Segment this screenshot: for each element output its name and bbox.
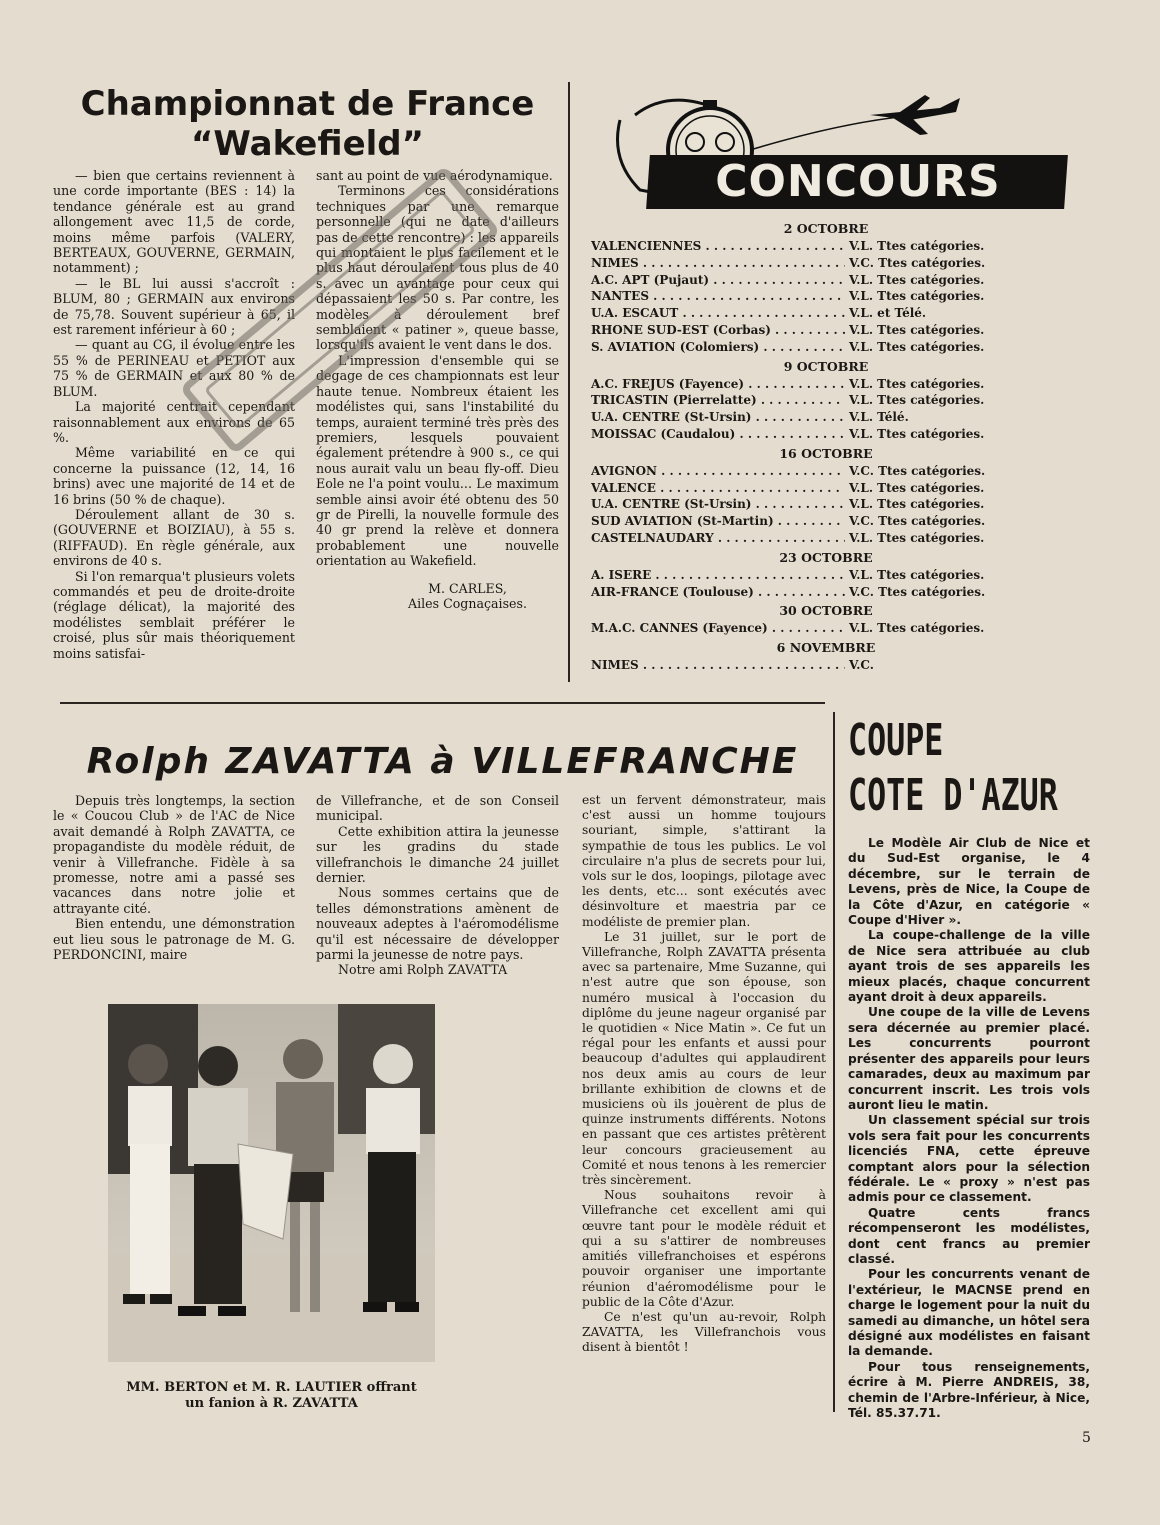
paragraph: Depuis très longtemps, la section le « Coucou Club » de l'AC de Nice avait demandé à Rolph ZAVATTA, ce propagandiste du modèle réduit, de venir à Villefranche. Fidèle à sa promesse, notre ami a passé ses vacances dans notre jolie et attrayante cité.	[53, 793, 295, 916]
paragraph: L'impression d'ensemble qui se degage de ces championnats est leur haute tenue. Nombreux étaient les modélistes qui, sans l'instabilité du temps, auraient terminé très près des premiers, lesquels pouvaient également prétendre à 900 s., ce qui nous aurait valu un beau fly-off. Dieu Eole ne l'a point voulu... Le maximum semble ainsi avoir été obtenu des 50 gr de Pirelli, la nouvelle formule des 40 gr prend la relève et donnera probablement une nouvelle orientation au Wakefield.	[316, 352, 559, 569]
coupe-body	[848, 836, 1090, 1421]
list-item	[591, 322, 1061, 339]
list-item	[591, 513, 1061, 530]
concours-date: 23 OCTOBRE	[779, 549, 873, 565]
list-item	[591, 426, 1061, 443]
paragraph: Nous sommes certains que de telles démonstrations amènent de nouveaux adeptes à l'aéromodélisme qu'il est nécessaire de développer parmi la jeunesse de notre pays.	[316, 885, 559, 963]
concours-list	[591, 218, 1061, 674]
paragraph: La majorité centrait cependant raisonnablement aux environs de 65 %.	[53, 399, 295, 445]
category: V.L. Télé.	[849, 410, 909, 425]
list-item	[591, 409, 1061, 426]
club-name: MOISSAC (Caudalou) . . .	[591, 426, 845, 443]
wakefield-title-line2: “Wakefield”	[191, 124, 424, 164]
category: V.L. Ttes catégories.	[849, 393, 985, 408]
list-item	[591, 305, 1061, 322]
category: V.L. Ttes catégories.	[849, 322, 985, 337]
club-name: RHONE SUD-EST (Corbas) . . .	[591, 322, 845, 339]
paragraph: Même variabilité en ce qui concerne la puissance (12, 14, 16 brins) avec une majorité de 14 et de 16 brins (50 % de chaque).	[53, 445, 295, 507]
paragraph: Si l'on remarqua't plusieurs volets commandés et peu de droite-droite (réglage délicat), la majorité des modélistes semblait préférer le croisé, plus sûr mais théoriquement moins satisfai-	[53, 568, 295, 661]
category: V.L. Ttes catégories.	[849, 272, 985, 287]
zavatta-title: Rolph ZAVATTA à VILLEFRANCHE	[86, 741, 799, 782]
club-name: NIMES . . .	[591, 255, 845, 272]
concours-date: 6 NOVEMBRE	[776, 640, 876, 656]
stamp-watermark-icon	[150, 120, 530, 500]
category: V.L. Ttes catégories.	[849, 497, 985, 512]
category: V.L. Ttes catégories.	[849, 426, 985, 441]
list-item	[591, 496, 1061, 513]
paragraph: Une coupe de la ville de Levens sera décernée au premier placé. Les concurrents pourront présenter des appareils pour leurs camarades, deux au maximum par concurrent inscrit. Les trois vols auront lieu le matin.	[848, 1005, 1090, 1112]
paragraph: Le Modèle Air Club de Nice et du Sud-Est organise, le 4 décembre, sur le terrain de Levens, près de Nice, la Coupe de la Côte d'Azur, en catégorie « Coupe d'Hiver ».	[848, 836, 1090, 928]
list-item	[591, 238, 1061, 255]
paragraph: La coupe-challenge de la ville de Nice sera attribuée au club ayant trois de ses appareils les mieux placés, chaque concurrent ayant droit à deux appareils.	[848, 928, 1090, 1005]
list-item	[591, 567, 1061, 584]
club-name: NIMES . . .	[591, 657, 845, 674]
list-item	[591, 584, 1061, 601]
list-item	[591, 530, 1061, 547]
paragraph: Terminons ces considérations techniques par une remarque personnelle (qui ne date d'ailleurs pas de cette rencontre) : les appareils qui montaient le plus facilement et le plus haut déroulaient tous plus de 40 s. avec un avantage pour ceux qui dépassaient les 50 s. Par contre, les modèles à déroulement bref semblaient « patiner », queue basse, lorsqu'ils avaient le vent dans le dos.	[316, 183, 559, 353]
club-name: U.A. CENTRE (St-Ursin) . . .	[591, 496, 845, 513]
club-name: VALENCE . . .	[591, 480, 845, 497]
page-number: 5	[1082, 1430, 1091, 1446]
caption-line1: MM. BERTON et M. R. LAUTIER offrant	[126, 1380, 417, 1395]
list-item	[591, 620, 1061, 637]
author-club: Ailes Cognaçaises.	[408, 595, 527, 611]
list-item	[591, 480, 1061, 497]
paragraph: Ce n'est qu'un au-revoir, Rolph ZAVATTA, les Villefranchois vous disent à bientôt !	[582, 1309, 826, 1355]
category: V.L. et Télé.	[849, 306, 927, 321]
club-name: CASTELNAUDARY . . .	[591, 530, 845, 547]
club-name: U.A. CENTRE (St-Ursin) . . .	[591, 409, 845, 426]
author: M. CARLES,	[428, 580, 507, 596]
wakefield-title-line1: Championnat de France	[80, 84, 535, 124]
paragraph: Un classement spécial sur trois vols sera fait pour les concurrents licenciés FNA, cette épreuve comptant alors pour la sélection fédérale. Le « proxy » n'est pas admis pour ce classement.	[848, 1113, 1090, 1205]
paragraph: — bien que certains reviennent à une corde importante (BES : 14) la tendance générale est au grand allongement avec 11,5 de corde, moins même parfois (VALERY, BERTEAUX, GOUVERNE, GERMAIN, notamment) ;	[53, 168, 295, 276]
club-name: U.A. ESCAUT . . .	[591, 305, 845, 322]
list-item	[591, 376, 1061, 393]
concours-date: 30 OCTOBRE	[779, 603, 873, 619]
club-name: AIR-FRANCE (Toulouse) . . .	[591, 584, 845, 601]
concours-group	[591, 359, 1061, 443]
club-name: SUD AVIATION (St-Martin) . . .	[591, 513, 845, 530]
club-name: A.C. APT (Pujaut) . . .	[591, 272, 845, 289]
paragraph: — quant au CG, il évolue entre les 55 % de PERINEAU et PETIOT aux 75 % de GERMAIN et aux 80 % de BLUM.	[53, 337, 295, 399]
coupe-title-line2: COTE D'AZUR	[848, 770, 1058, 821]
list-item	[591, 255, 1061, 272]
concours-date: 2 OCTOBRE	[783, 221, 869, 236]
column-divider	[833, 712, 835, 1412]
list-item	[591, 272, 1061, 289]
category: V.L. Ttes catégories.	[849, 567, 985, 582]
club-name: AVIGNON . . .	[591, 463, 845, 480]
paragraph: — le BL lui aussi s'accroît : BLUM, 80 ; GERMAIN aux environs de 75,78. Souvent supérieur à 65, il est rarement inférieur à 60 ;	[53, 275, 295, 338]
paragraph: est un fervent démonstrateur, mais c'est aussi un homme toujours souriant, simple, s'attirant la sympathie de tous les publics. Le vol circulaire n'a plus de secrets pour lui, vols sur le dos, loopings, pilotage avec les dents, etc... sont exécutés avec désinvolture et maestria par ce modéliste de premier plan.	[582, 793, 826, 929]
club-name: TRICASTIN (Pierrelatte) . . .	[591, 392, 845, 409]
category: V.L. Ttes catégories.	[849, 530, 985, 545]
concours-group	[591, 221, 1061, 356]
zavatta-column-3	[582, 793, 826, 1356]
club-name: VALENCIENNES . . .	[591, 238, 845, 255]
concours-date: 16 OCTOBRE	[779, 445, 873, 461]
paragraph: Nous souhaitons revoir à Villefranche cet excellent ami qui œuvre tant pour le modèle réduit et qui a su s'attirer de nombreuses amitiés villefranchoises et espérons pouvoir organiser une importante réunion d'aéromodélisme pour le public de la Côte d'Azur.	[582, 1188, 826, 1309]
concours-date: 9 OCTOBRE	[783, 358, 869, 374]
list-item	[591, 288, 1061, 305]
category: V.C. Ttes catégories.	[849, 255, 986, 270]
category: V.L. Ttes catégories.	[849, 621, 985, 636]
paragraph: Quatre cents francs récompenseront les modélistes, dont cent francs au premier classé.	[848, 1205, 1090, 1266]
zavatta-column-2	[316, 793, 559, 978]
list-item	[591, 392, 1061, 409]
category: V.L. Ttes catégories.	[849, 239, 985, 253]
club-name: A.C. FREJUS (Fayence) . . .	[591, 376, 845, 393]
club-name: M.A.C. CANNES (Fayence) . . .	[591, 620, 845, 637]
category: V.L. Ttes catégories.	[849, 339, 985, 354]
photo-caption	[108, 1380, 435, 1412]
paragraph: sant au point de vue aérodynamique.	[316, 168, 553, 183]
category: V.L. Ttes catégories.	[849, 289, 985, 304]
category: V.L. Ttes catégories.	[849, 480, 985, 495]
paragraph: Bien entendu, une démonstration eut lieu sous le patronage de M. G. PERDONCINI, maire	[53, 916, 295, 963]
category: V.C. Ttes catégories.	[849, 584, 986, 599]
caption-line2: un fanion à R. ZAVATTA	[185, 1396, 358, 1411]
club-name: S. AVIATION (Colomiers) . . .	[591, 339, 845, 356]
paragraph: Déroulement allant de 30 s. (GOUVERNE et BOIZIAU), à 55 s. (RIFFAUD). En règle générale, aux environs de 40 s.	[53, 506, 295, 569]
concours-group	[591, 640, 1061, 674]
list-item	[591, 657, 1061, 674]
concours-group	[591, 446, 1061, 547]
column-divider	[568, 82, 570, 682]
paragraph: Notre ami Rolph ZAVATTA	[338, 962, 508, 978]
paragraph: Cette exhibition attira la jeunesse sur les gradins du stade villefranchois le dimanche 24 juillet dernier.	[316, 823, 559, 886]
category: V.L. Ttes catégories.	[849, 376, 985, 391]
concours-group	[591, 603, 1061, 637]
category: V.C. Ttes catégories.	[849, 514, 986, 529]
category: V.C.	[849, 658, 874, 673]
paragraph: Le 31 juillet, sur le port de Villefranche, Rolph ZAVATTA présenta avec sa partenaire, Mme Suzanne, qui n'est autre que son épouse, son numéro musical à l'occasion du diplôme du jeune nageur organisé par le quotidien « Nice Matin ». Ce fut un régal pour les enfants et aussi pour beaucoup d'adultes qui applaudirent nos deux amis au cours de leur brillante exhibition de clowns et de musiciens où ils jouèrent de plus de quinze instruments différents. Notons en passant que ces artistes prêtèrent leur concours gracieusement au Comité et nous tenons à les remercier très sincèrement.	[582, 929, 826, 1188]
concours-title: CONCOURS	[715, 156, 1001, 207]
category: V.C. Ttes catégories.	[849, 463, 986, 478]
coupe-title-line1: COUPE	[848, 715, 944, 766]
zavatta-column-1	[53, 793, 295, 962]
concours-group	[591, 550, 1061, 601]
list-item	[591, 339, 1061, 356]
list-item	[591, 463, 1061, 480]
club-name: NANTES . . .	[591, 288, 845, 305]
section-divider	[60, 702, 825, 704]
paragraph: Pour tous renseignements, écrire à M. Pierre ANDREIS, 38, chemin de l'Arbre-Inférieur, à Nice, Tél. 85.37.71.	[848, 1359, 1090, 1421]
paragraph: Pour les concurrents venant de l'extérieur, le MACNSE prend en charge le logement pour la nuit du samedi au dimanche, un hôtel sera désigné aux modélistes en faisant la demande.	[848, 1267, 1090, 1359]
paragraph: de Villefranche, et de son Conseil municipal.	[316, 793, 559, 824]
zavatta-photo	[108, 1004, 435, 1362]
club-name: A. ISERE . . .	[591, 567, 845, 584]
